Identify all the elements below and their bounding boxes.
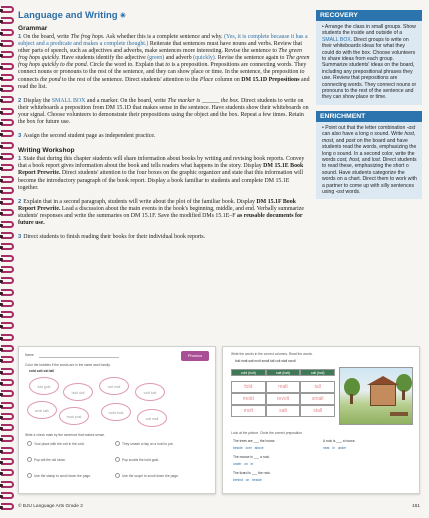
question: The mouse is ___ a rock. [233,455,271,459]
spiral-ring [1,458,14,465]
table-header-row [231,369,335,381]
text: The green frog hops quickly. [18,48,302,62]
step-number: 2 [18,198,22,205]
enrichment-header: ENRICHMENT [316,111,422,122]
word-bubble: mold bold [101,403,131,421]
word-sort-table [231,369,335,417]
checkbox[interactable] [27,473,32,478]
spiral-ring [1,142,14,149]
text: Explain that in a second paragraph, students will write about the plot of the familiar book. Display [23,198,257,205]
worksheet-instructions: Write the words in the correct columns. Read the words. [231,352,313,356]
spiral-ring [1,164,14,171]
text: Assign the second student page as independent practice. [23,133,156,140]
dm-reference: DM 15.1D Prepositions [241,76,300,83]
spiral-ring [1,300,14,307]
dm-reference: DM 15.1F Book Report Prewrite. [18,198,296,212]
spiral-ring [1,289,14,296]
worksheet-badge: Phonics [181,351,209,361]
text: Direct students to finish reading their books for their individual book reports. [23,234,206,241]
spiral-ring [1,356,14,363]
spiral-ring [1,345,14,352]
answer-option[interactable]: beside [252,478,262,482]
step-number: 2 [18,97,22,104]
name-label: Name [25,353,34,357]
spiral-ring [1,130,14,137]
question: A rock is ___ a house. [323,439,356,443]
name-line [39,357,119,358]
text: • Point out that the letter combination [322,124,407,131]
grammar-step-1 [18,34,310,91]
word-bank: fold malt salt molt small tall colt stall scroll [235,359,296,363]
word-bubble: colt molt [99,377,129,395]
text: The marker is ______ the box. [167,97,240,104]
text: to [299,69,305,76]
sparkle-icon: ✴ [119,11,127,20]
text: -ost [406,124,416,131]
answer-option[interactable]: behind [233,478,243,482]
spiral-ring [1,424,14,431]
text: to [165,62,170,69]
table-cell: salt [266,405,301,417]
step-number: 3 [18,133,22,140]
writing-workshop-heading: Writing Workshop [18,147,75,155]
text: is a preposition. Prepositions are connecting words. They connect nouns or pronouns to the rest of the sentence, and they can show place or time. In the sentence, the preposition [18,62,307,76]
text: State that during this chapter students will share information about books by writing and revising book reports. Convey that a book report gives information about the book and tells readers what happens in the story. Display [18,156,305,170]
text: to. [127,62,134,69]
checkbox[interactable] [27,441,32,446]
recovery-body [316,21,422,105]
word-bubble: hold dolt [63,383,93,401]
text: Lead a discussion about the main events in the book's beginning, middle, and end. Verbally summarize students' responses and write the summaries on DM 15.1F. Save the modified DMs 15.1E–F [18,205,304,219]
text: column on [213,76,242,83]
sorting-worksheet [222,346,420,494]
text: -ost [335,188,345,195]
table-row [231,381,335,393]
text: . Direct groups to write on their whiteboards ideas for what they could do with the box. Choose volunteers to share ideas from each group. Summarize students' ideas on the board, including any prepositional phrases they use. Review that prepositions are connecting words. They connect nouns or pronouns to the rest of the sentence and they can show place or time. [322,36,417,101]
text: as reusable documents for future use. [18,212,303,226]
writing-step-3 [18,234,310,241]
tree-trunk-icon [402,390,405,400]
answer-text: (Yes, it is complete because it has a subject and a predicate and makes a complete thought.) [18,34,308,48]
word-family-list: cold colt ost tall [29,369,55,373]
word-bubble: wroll salk [27,401,57,419]
dm-reference: DM 15.1E Book Report Prewrite. [18,163,304,177]
answer-option[interactable]: on [244,462,248,466]
grammar-step-3 [18,133,310,140]
text: words. [344,188,361,195]
grammar-step-2 [18,98,310,126]
sentence-option: Use the stamp to scroll down the page. [34,474,91,478]
section-title [18,10,310,21]
answer-option[interactable]: beside [233,446,243,450]
answer-options [233,478,313,482]
table-cell: revolt [266,393,301,405]
bench-icon [390,412,408,416]
answer-option[interactable]: near [323,446,330,450]
spiral-ring [1,187,14,194]
text: Have students identify the adjective [59,55,148,62]
section-title-text: Language and Writing [18,10,118,21]
writing-step-1 [18,156,310,191]
question: The trees are ___ the house. [233,439,276,443]
word-bubble: most post [59,407,89,425]
text: On the board, write [23,34,71,40]
sentence-option: Use the scope to scroll down the page. [122,474,179,478]
spiral-binding [0,0,14,518]
spiral-ring [1,96,14,103]
spiral-ring [1,311,14,318]
text: • Arrange the class in small groups. Show students the inside and outside of a [322,24,416,37]
answer-options [233,462,313,466]
checkmark-instructions: Write a check mark by the sentence that makes sense. [25,433,106,437]
writing-step-2 [18,199,310,227]
checkbox[interactable] [115,457,120,462]
text: can also have a long o sound. Write [322,131,405,138]
sentence-option: Your place with the colt in the cold. [34,442,85,446]
spiral-ring [1,17,14,24]
answer-option[interactable]: on [245,478,250,482]
step-number: 1 [18,34,22,40]
enrichment-body [316,122,422,199]
preposition-instructions: Look at the picture. Circle the correct preposition. [231,431,303,435]
worksheet-instructions: Color the bubbles if the words are in the same word family. [25,363,111,367]
spiral-ring [1,492,14,499]
text: The green frog hops quickly to the pond. [18,55,310,69]
table-row [231,393,335,405]
spiral-ring [1,277,14,284]
text: Display the [23,97,52,104]
answer-option[interactable]: under [233,462,242,466]
text: and adverb [164,55,194,62]
answer-option[interactable]: above [254,446,264,450]
text: cost, frost, [337,156,361,163]
spiral-ring [1,40,14,47]
text: Revise the sentence again to [216,55,286,62]
question: The lizard is ___ the rock. [233,471,271,475]
checkbox[interactable] [27,457,32,462]
answer-options [233,446,313,450]
spiral-ring [1,368,14,375]
table-cell: tall [300,381,335,393]
answer-option[interactable]: in [332,446,335,450]
spiral-ring [1,221,14,228]
spiral-ring [1,447,14,454]
spiral-ring [1,29,14,36]
spiral-ring [1,209,14,216]
spiral-ring [1,334,14,341]
tree-trunk-icon [350,394,353,404]
word-bubble: cold bolt [135,383,165,401]
page-number: 161 [411,504,420,509]
step-number: 3 [18,234,22,241]
spiral-ring [1,266,14,273]
text: lost. [371,156,382,163]
grammar-heading: Grammar [18,25,48,32]
column-header: call (ball) [300,369,335,376]
house-icon [370,384,396,406]
text: Explain that [133,62,166,69]
recovery-header: RECOVERY [316,10,422,21]
text: Ask whether this is a complete sentence and why. [104,34,225,40]
lesson-main-column [18,10,310,241]
text: connects [18,76,41,83]
table-cell: stall [300,405,335,417]
spiral-ring [1,176,14,183]
word-bubble: told gold [29,377,59,395]
table-row [231,405,335,417]
phonics-worksheet [18,346,216,494]
answer-text: (quickly). [193,55,217,62]
student-pages [18,346,422,496]
text: the pond [40,76,61,83]
copyright-text: © BJU Language Arts Grade 2 [18,504,83,509]
spiral-ring [1,232,14,239]
text: The frog hops. [70,34,105,40]
spiral-ring [1,503,14,510]
spiral-ring [1,469,14,476]
checkbox[interactable] [115,473,120,478]
spiral-ring [1,243,14,250]
column-header: salt (halt) [266,369,301,376]
answer-option[interactable]: under [337,446,347,450]
text: Reiterate that sentences must have nouns and verbs. Review that other parts of speech, such as adjectives and adverbs, make sentences more interesting. Revise the sentence to [18,41,302,55]
text: and [360,156,372,163]
text: post [345,137,356,144]
page-footer [18,504,422,509]
page [18,10,422,510]
table-cell: malt [266,381,301,393]
text: Direct students to read these, emphasizing the short o sound. Have students categorize the words on a chart. Direct them to work with a partner to come up with silly sentences using [322,156,417,195]
spiral-ring [1,198,14,205]
spiral-ring [1,379,14,386]
material-label: SMALL BOX [322,36,351,43]
text: Direct students' attention to the four boxes on the graphic organizer and state that this information will become the introductory paragraph of the book report. Display a book familiar to students and complete DM 15.1E together. [18,170,303,191]
text: on the board and have students read the words, emphasizing the long o sound. In a second color, write the words [322,137,417,163]
spiral-ring [1,435,14,442]
checkbox[interactable] [115,441,120,446]
table-cell: mold [231,393,266,405]
spiral-ring [1,85,14,92]
answer-option[interactable]: in [250,462,254,466]
sidebar [316,10,422,199]
spiral-ring [1,481,14,488]
table-cell: molt [231,405,266,417]
spiral-ring [1,51,14,58]
text: to the rest of the sentence. Direct students' attention to the [60,76,200,83]
answer-option[interactable]: over [245,446,252,450]
sentence-option: Pop will the old stove. [34,458,66,462]
house-illustration [339,367,413,425]
table-cell: small [300,393,335,405]
spiral-ring [1,390,14,397]
spiral-ring [1,413,14,420]
sentence-option: They smash a hay on a hold to put. [122,442,174,446]
answer-options [323,446,403,450]
spiral-ring [1,119,14,126]
spiral-ring [1,6,14,13]
text: Direct students to write on their whiteboards a preposition from DM 15.1D that makes sense in the sentence. Have students show their whiteboards on your signal. Choose volunteers to demonstrate their prepositions using the object and the box. Repeat a few times. Retain the box for future use. [18,97,309,126]
table-cell: fold [231,381,266,393]
answer-text: (green) [147,55,165,62]
spiral-ring [1,153,14,160]
text: and [334,137,346,144]
text: host, most, [322,131,416,144]
text: Circle the word [88,62,128,69]
column-header: cold (bolt) [231,369,266,376]
spiral-ring [1,322,14,329]
text: and a marker. On the board, write [85,97,168,104]
word-bubble: colt mall [137,409,167,427]
text: Place [199,76,214,83]
sentence-option: Pop scolds the bold goat. [122,458,160,462]
spiral-ring [1,402,14,409]
step-number: 1 [18,156,22,163]
spiral-ring [1,108,14,115]
text: and read the list. [18,76,310,90]
spiral-ring [1,63,14,70]
spiral-ring [1,74,14,81]
spiral-ring [1,255,14,262]
material-label: SMALL BOX [51,97,86,104]
